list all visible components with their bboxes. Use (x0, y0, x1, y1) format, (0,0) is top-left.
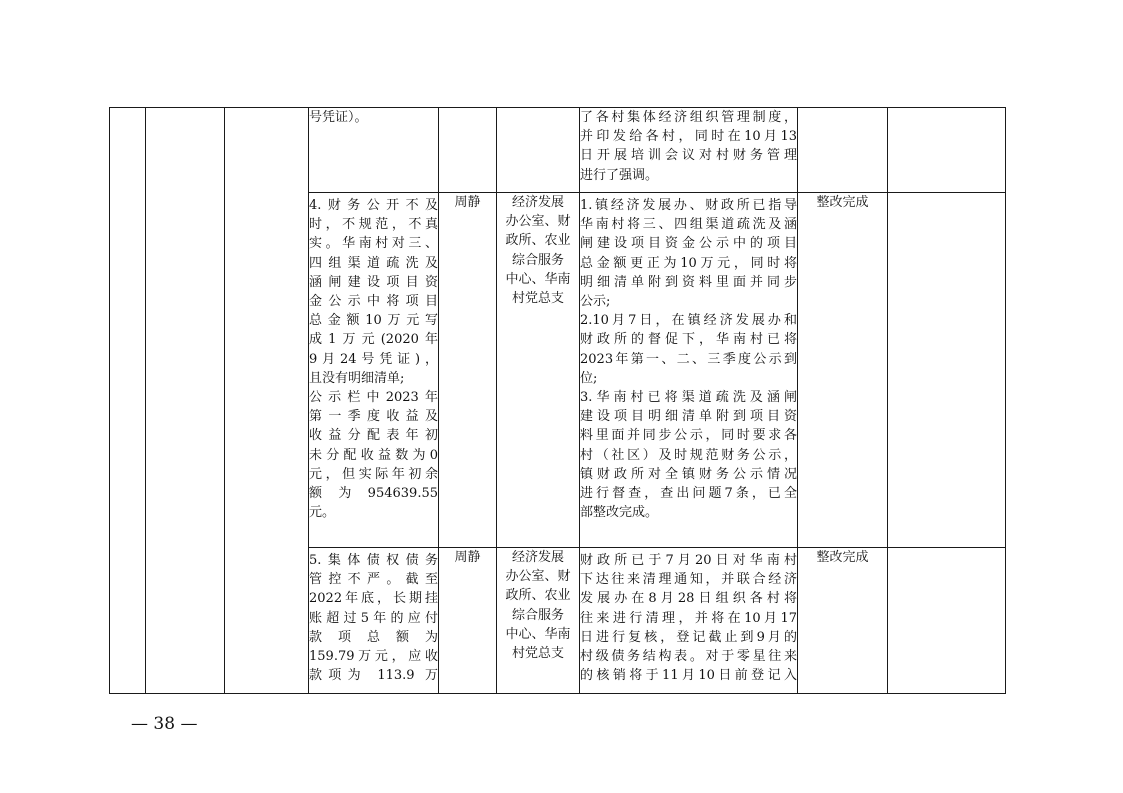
measure-line: 1.镇经济发展办、财政所已指导 (580, 198, 797, 213)
problem-line: 管控不严。截至 (309, 572, 438, 588)
problem-line: 账超过5年的应付 (309, 610, 438, 626)
measure-line: 村级债务结构表。对于零星往来 (580, 649, 797, 665)
department-line: 综合服务 (511, 607, 564, 623)
measure-line: 位; (580, 370, 598, 386)
measure-line: 发展办在8月28日组织各村将 (580, 591, 797, 607)
measure-line: 明细清单附到资料里面并同步 (580, 274, 797, 290)
remark-cell (888, 548, 1006, 694)
department-line: 政所、农业 (505, 588, 571, 604)
measure-line: 村（社区）及时规范财务公示， (580, 447, 797, 463)
problem-line: 号凭证）。 (309, 110, 368, 125)
measure-line: 闸建设项目资金公示中的项目 (580, 236, 797, 252)
measure-line: 华南村将三、四组渠道疏洗及涵 (580, 217, 797, 233)
problem-cell (309, 548, 439, 694)
person-cell (439, 108, 497, 193)
problem-line: 总金额10万元写 (309, 313, 438, 329)
measure-line: 往来进行清理，并将在10月17 (580, 610, 797, 626)
problem-line: 2022年底，长期挂 (309, 591, 438, 607)
table-row (110, 108, 1006, 193)
department-line: 综合服务 (511, 252, 564, 268)
measure-cell (580, 548, 798, 694)
measure-line: 总金额更正为10万元，同时将 (580, 255, 797, 271)
department-cell (497, 548, 580, 694)
problem-line: 收益分配表年初 (309, 428, 438, 444)
problem-line: 159.79万元，应收 (309, 649, 438, 665)
problem-line: 额 为 954639.55 (309, 486, 438, 502)
measure-line: 2.10月7日，在镇经济发展办和 (580, 313, 797, 329)
department-line: 政所、农业 (505, 233, 571, 249)
measure-line: 2023年第一、二、三季度公示到 (580, 351, 797, 367)
measure-line: 进行督查，查出问题7条，已全 (580, 486, 797, 502)
person-cell: 周静 (439, 193, 497, 548)
page-number: — 38 — (131, 714, 198, 734)
problem-line: 4.财务公开不及 (309, 198, 438, 213)
problem-cell (309, 193, 439, 548)
status-cell: 整改完成 (798, 193, 888, 548)
person-cell: 周静 (439, 548, 497, 694)
problem-line: 款 项 总 额 为 (309, 629, 438, 645)
measure-line: 日进行复核，登记截止到9月的 (580, 629, 797, 645)
measure-cell (580, 108, 798, 193)
problem-line: 未分配收益数为0 (309, 447, 438, 463)
measure-cell (580, 193, 798, 548)
measure-line: 财政所的督促下，华南村已将 (580, 332, 797, 348)
measure-line: 公示; (580, 294, 611, 310)
measure-line: 建设项目明细清单附到项目资 (580, 409, 797, 425)
col-category-cell (146, 108, 225, 694)
problem-cell (309, 108, 439, 193)
remark-cell (888, 108, 1006, 193)
measure-line: 的核销将于11月10日前登记入 (580, 668, 797, 684)
problem-line: 成1万元(2020年 (309, 332, 438, 348)
status-cell: 整改完成 (798, 548, 888, 694)
col-index-cell (110, 108, 146, 694)
problem-line: 5.集体债权债务 (309, 553, 438, 568)
problem-line: 第一季度收益及 (309, 409, 438, 425)
department-line: 村党总支 (511, 646, 564, 662)
measure-line: 下达往来清理通知，并联合经济 (580, 572, 797, 588)
measure-line: 部整改完成。 (580, 505, 659, 521)
department-cell (497, 193, 580, 548)
department-line: 经济发展 (511, 195, 564, 210)
department-line: 办公室、财 (505, 214, 571, 230)
measure-line: 料里面并同步公示，同时要求各 (580, 428, 797, 444)
measure-line: 3.华南村已将渠道疏洗及涵闸 (580, 390, 797, 406)
department-line: 中心、华南 (505, 626, 571, 642)
rectification-table (109, 107, 1006, 694)
problem-line: 时，不规范，不真 (309, 217, 438, 233)
department-line: 经济发展 (511, 550, 564, 565)
problem-line: 涵闸建设项目资 (309, 274, 438, 290)
problem-line: 四组渠道疏洗及 (309, 255, 438, 271)
measure-line: 了各村集体经济组织管理制度， (580, 110, 797, 125)
department-line: 村党总支 (511, 291, 564, 307)
status-cell (798, 108, 888, 193)
problem-line: 金公示中将项目 (309, 294, 438, 310)
problem-line: 款项为 113.9 万 (309, 668, 438, 684)
measure-line: 进行了强调。 (580, 167, 659, 183)
measure-line: 并印发给各村，同时在10月13 (580, 129, 797, 145)
department-line: 办公室、财 (505, 569, 571, 585)
measure-line: 财政所已于7月20日对华南村 (580, 553, 797, 568)
problem-line: 实。华南村对三、 (309, 236, 438, 252)
problem-line: 且没有明细清单; (309, 370, 405, 386)
measure-line: 镇财政所对全镇财务公示情况 (580, 466, 797, 482)
department-line: 中心、华南 (505, 271, 571, 287)
problem-line: 元，但实际年初余 (309, 466, 438, 482)
problem-line: 9月24号凭证)， (309, 351, 438, 367)
remark-cell (888, 193, 1006, 548)
measure-line: 日开展培训会议对村财务管理 (580, 148, 797, 164)
problem-line: 元。 (309, 505, 336, 521)
problem-line: 公示栏中2023年 (309, 390, 438, 406)
col-subcategory-cell (225, 108, 309, 694)
department-cell (497, 108, 580, 193)
